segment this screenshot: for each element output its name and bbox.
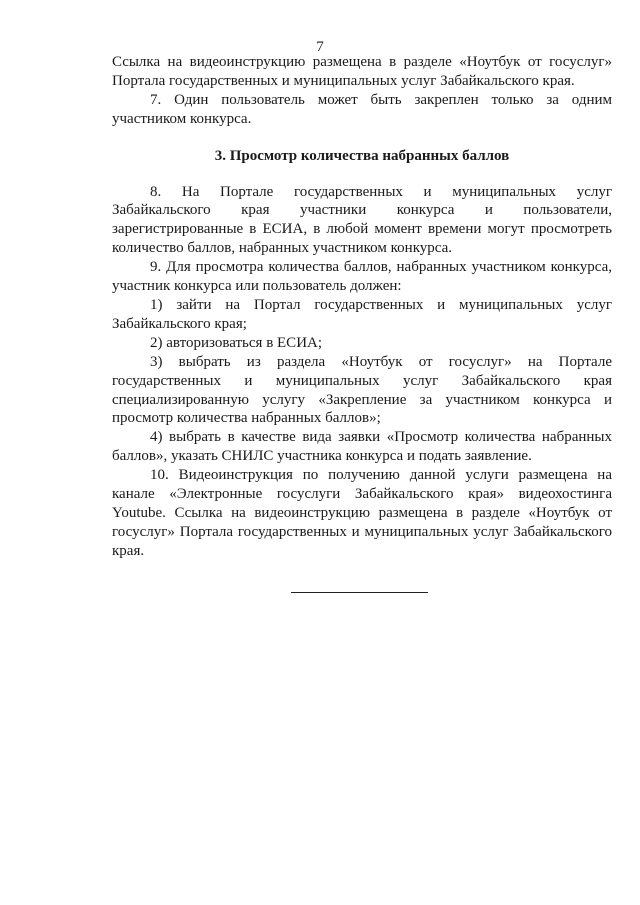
paragraph-10: 10. Видеоинструкция по получению данной услуги размещена на канале «Электронные госуслуги Забайкальского края» видеохостинга Youtube. Ссылка на видеоинструкцию размещена в разделе «Ноутбук от госуслуг» Портала государственных и муниципальных услуг Забайкальского края. [112,467,612,559]
section-heading: 3. Просмотр количества набранных баллов [214,147,510,164]
page-number: 7 [316,39,324,55]
document-body [112,53,612,561]
list-item-step-3: 3) выбрать из раздела «Ноутбук от госуслуг» на Портале государственных и муниципальных услуг Забайкальского края специализированную услугу «Закрепление за участником конкурса и просмотр количества набранных баллов»; [112,353,612,427]
list-item-step-4: 4) выбрать в качестве вида заявки «Просмотр количества набранных баллов», указать СНИЛС участника конкурса и подать заявление. [112,429,612,465]
paragraph-8: 8. На Портале государственных и муниципальных услуг Забайкальского края участники конкурса и пользователи, зарегистрированные в ЕСИА, в любой момент времени могут просмотреть количество баллов, набранных участником конкурса. [112,183,612,257]
list-item-step-1: 1) зайти на Портал государственных и муниципальных услуг Забайкальского края; [112,296,612,332]
paragraph-7: 7. Один пользователь может быть закреплен только за одним участником конкурса. [112,91,612,127]
end-divider-line [291,592,428,593]
paragraph-link-intro: Ссылка на видеоинструкцию размещена в разделе «Ноутбук от госуслуг» Портала государственных и муниципальных услуг Забайкальского края. [112,54,612,89]
list-item-step-2: 2) авторизоваться в ЕСИА; [150,334,323,351]
paragraph-9: 9. Для просмотра количества баллов, набранных участником конкурса, участник конкурса или пользователь должен: [112,259,612,295]
